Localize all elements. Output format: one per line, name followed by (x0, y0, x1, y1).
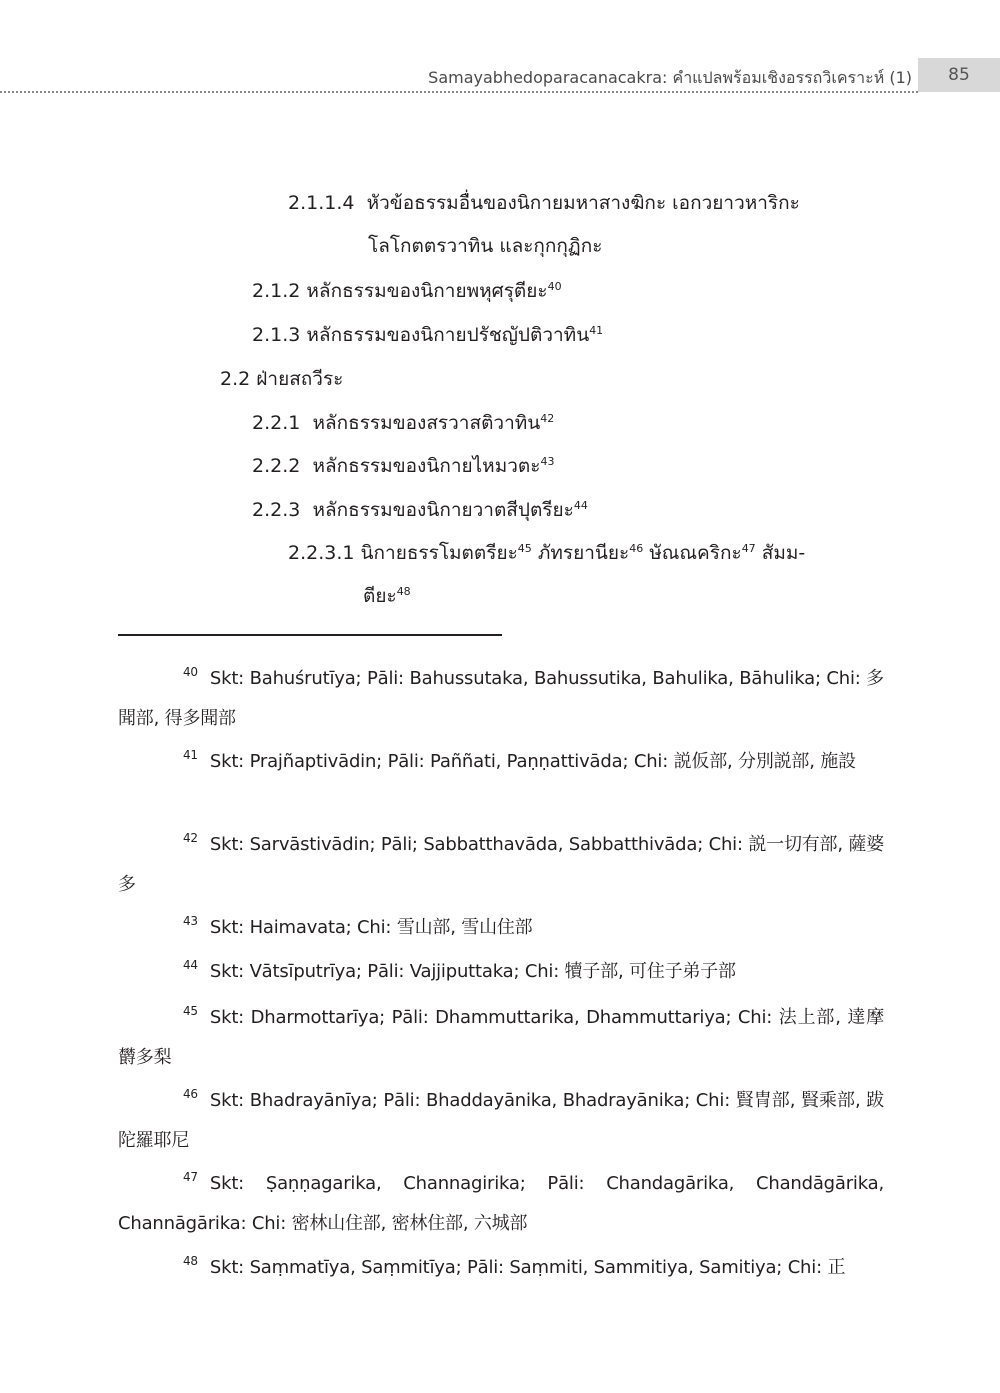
footnote-ref: 41 (589, 324, 604, 337)
footnote-text: Skt: Vātsīputrīya; Pāli: Vajjiputtaka; Chi: 犢子部, 可住子弟子部 (209, 961, 736, 982)
toc-entry-2-2-1: 2.2.1 หลักธรรมของสรวาสติวาทิน$^{42}$ (252, 412, 555, 434)
footnote-ref: 42 (540, 412, 555, 425)
footnote-41 (118, 735, 884, 782)
footnote-45 (118, 991, 884, 1078)
toc-entry-2-2: 2.2 ฝ่ายสถวีระ (220, 368, 344, 390)
footnote-number: 42 (183, 831, 198, 845)
toc-entry-2-1-2: 2.1.2 หลักธรรมของนิกายพหุศรุตียะ$^{40}$ (252, 280, 562, 302)
dotted-rule (0, 91, 918, 93)
footnote-ref: 46 (629, 542, 644, 555)
footnote-43 (118, 901, 884, 948)
footnote-44 (118, 945, 884, 992)
footnote-number: 41 (183, 748, 198, 762)
toc-entry-2-1-3: 2.1.3 หลักธรรมของนิกายปรัชญัปติวาทิน$^{41}$ (252, 324, 604, 346)
footnote-48 (118, 1241, 884, 1288)
footnote-number: 40 (183, 665, 198, 679)
footnote-number: 43 (183, 914, 198, 928)
footnote-number: 47 (183, 1170, 198, 1184)
footnote-ref: 48 (396, 585, 411, 598)
footnote-text: Skt: Prajñaptivādin; Pāli: Paññati, Paṇṇattivāda; Chi: 説仮部, 分別説部, 施設 (209, 751, 856, 772)
footnote-text: Skt: Haimavata; Chi: 雪山部, 雪山住部 (209, 917, 533, 938)
footnote-ref: 47 (741, 542, 756, 555)
toc-entry-2-2-2: 2.2.2 หลักธรรมของนิกายไหมวตะ$^{43}$ (252, 455, 555, 477)
footnote-ref: 43 (540, 455, 555, 468)
footnote-ref: 44 (573, 499, 588, 512)
footnote-ref: 40 (547, 280, 562, 293)
footnote-ref: 45 (517, 542, 532, 555)
footnote-text: Skt: Sarvāstivādin; Pāli; Sabbatthavāda, Sabbatthivāda; Chi: 説一切有部, 薩婆多 (118, 834, 884, 895)
footnote-46 (118, 1074, 884, 1161)
running-header (0, 58, 1000, 96)
footnote-number: 45 (183, 1004, 198, 1018)
toc-entry-2-2-3-1: 2.2.3.1 นิกายธรรโมตตรียะ$^{45}$ ภัทรยานียะ$^{46}$ ษัณณคริกะ$^{47}$ สัมม- (288, 542, 806, 564)
footnote-text: Skt: Ṣaṇṇagarika, Channagirika; Pāli: Chandagārika, Chandāgārika, Channāgārika: Chi: 密林山住部, 密林住部, 六城部 (118, 1173, 884, 1234)
toc-entry-continuation: โลโกตตรวาทิน และกุกกุฏิกะ (368, 235, 603, 257)
footnote-47 (118, 1157, 884, 1244)
footnote-divider (118, 634, 502, 636)
footnote-number: 44 (183, 958, 198, 972)
footnote-text: Skt: Dharmottarīya; Pāli: Dhammuttarika, Dhammuttariya; Chi: 法上部, 達摩欝多梨 (118, 1007, 884, 1068)
footnote-text: Skt: Saṃmatīya, Saṃmitīya; Pāli: Saṃmiti, Sammitiya, Samitiya; Chi: 正 (209, 1257, 846, 1278)
footnote-40 (118, 652, 884, 739)
toc-entry-2-1-1-4: 2.1.1.4 หัวข้อธรรมอื่นของนิกายมหาสางฆิกะ เอกวยาวหาริกะ (288, 192, 800, 214)
footnote-number: 46 (183, 1087, 198, 1101)
page-number: 85 (918, 58, 1000, 92)
footnote-text: Skt: Bahuśrutīya; Pāli: Bahussutaka, Bahussutika, Bahulika, Bāhulika; Chi: 多聞部, 得多聞部 (118, 668, 884, 729)
footnote-42 (118, 818, 884, 905)
footnote-text: Skt: Bhadrayānīya; Pāli: Bhaddayānika, Bhadrayānika; Chi: 賢冑部, 賢乘部, 跋陀羅耶尼 (118, 1090, 884, 1151)
toc-entry-2-2-3: 2.2.3 หลักธรรมของนิกายวาตสีปุตรียะ$^{44}$ (252, 499, 588, 521)
footnote-number: 48 (183, 1254, 198, 1268)
running-title: Samayabhedoparacanacakra: คำแปลพร้อมเชิงอรรถวิเคราะห์ (1) (428, 68, 912, 87)
toc-entry-continuation: ตียะ$^{48}$ (363, 585, 411, 607)
